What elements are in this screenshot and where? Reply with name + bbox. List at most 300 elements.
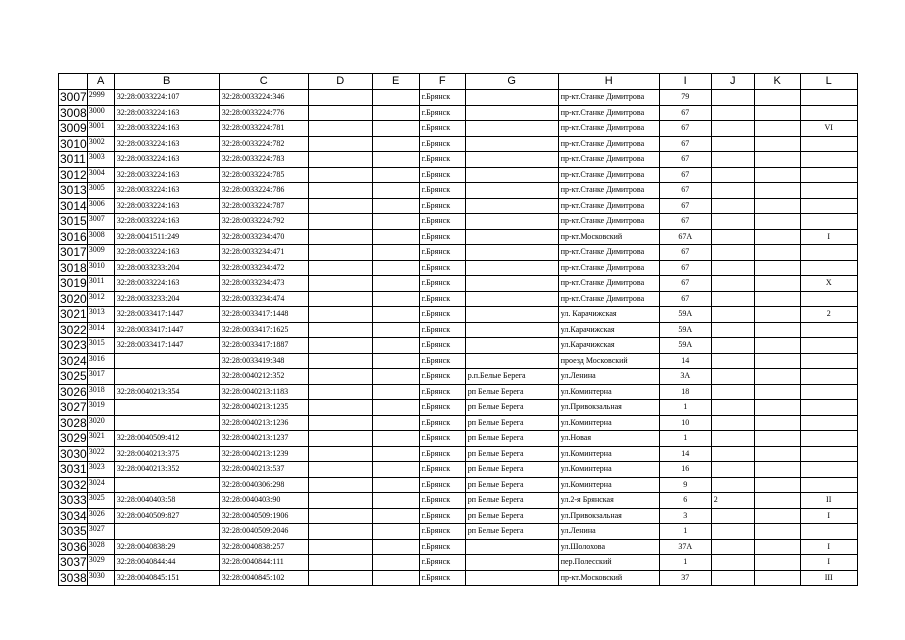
cell-a[interactable]: 3020 <box>87 415 114 431</box>
cell-j[interactable] <box>711 431 754 447</box>
cell-b[interactable]: 32:28:0033224:163 <box>114 105 219 121</box>
cell-f[interactable]: г.Брянск <box>419 198 465 214</box>
cell-b[interactable] <box>114 400 219 416</box>
cell-j[interactable] <box>711 322 754 338</box>
cell-c[interactable]: 32:28:0040213:1237 <box>219 431 308 447</box>
cell-a[interactable]: 3004 <box>87 167 114 183</box>
cell-b[interactable]: 32:28:0040838:29 <box>114 539 219 555</box>
cell-f[interactable]: г.Брянск <box>419 446 465 462</box>
cell-e[interactable] <box>372 508 419 524</box>
cell-l[interactable] <box>800 338 857 354</box>
cell-j[interactable] <box>711 338 754 354</box>
cell-d[interactable] <box>308 183 372 199</box>
cell-i[interactable]: 59А <box>659 322 711 338</box>
cell-a[interactable]: 3024 <box>87 477 114 493</box>
cell-l[interactable] <box>800 524 857 540</box>
cell-i[interactable]: 18 <box>659 384 711 400</box>
cell-g[interactable]: рп Белые Берега <box>465 400 558 416</box>
cell-i[interactable]: 1 <box>659 555 711 571</box>
cell-j[interactable] <box>711 198 754 214</box>
cell-h[interactable]: ул.Коминтерна <box>558 446 659 462</box>
cell-l[interactable]: VI <box>800 121 857 137</box>
row-number[interactable]: 3030 <box>60 446 87 461</box>
cell-c[interactable]: 32:28:0040213:537 <box>219 462 308 478</box>
cell-d[interactable] <box>308 260 372 276</box>
cell-h[interactable]: пр-кт.Московский <box>558 229 659 245</box>
cell-i[interactable]: 3А <box>659 369 711 385</box>
cell-i[interactable]: 67 <box>659 167 711 183</box>
cell-k[interactable] <box>754 524 800 540</box>
cell-f[interactable]: г.Брянск <box>419 400 465 416</box>
cell-i[interactable]: 67 <box>659 136 711 152</box>
cell-g[interactable] <box>465 353 558 369</box>
cell-b[interactable]: 32:28:0041511:249 <box>114 229 219 245</box>
cell-f[interactable]: г.Брянск <box>419 245 465 261</box>
cell-b[interactable] <box>114 369 219 385</box>
cell-k[interactable] <box>754 136 800 152</box>
cell-h[interactable]: пр-кт.Станке Димитрова <box>558 291 659 307</box>
cell-h[interactable]: пр-кт.Станке Димитрова <box>558 260 659 276</box>
cell-l[interactable] <box>800 415 857 431</box>
cell-i[interactable]: 67 <box>659 260 711 276</box>
cell-b[interactable]: 32:28:0040844:44 <box>114 555 219 571</box>
cell-c[interactable]: 32:28:0033224:787 <box>219 198 308 214</box>
cell-e[interactable] <box>372 291 419 307</box>
cell-e[interactable] <box>372 431 419 447</box>
cell-g[interactable] <box>465 90 558 106</box>
cell-b[interactable]: 32:28:0040509:827 <box>114 508 219 524</box>
cell-l[interactable]: II <box>800 493 857 509</box>
cell-e[interactable] <box>372 539 419 555</box>
cell-h[interactable]: пр-кт.Станке Димитрова <box>558 276 659 292</box>
cell-a[interactable]: 3019 <box>87 400 114 416</box>
cell-e[interactable] <box>372 400 419 416</box>
cell-c[interactable]: 32:28:0040306:298 <box>219 477 308 493</box>
cell-c[interactable]: 32:28:0033234:474 <box>219 291 308 307</box>
cell-c[interactable]: 32:28:0033224:785 <box>219 167 308 183</box>
cell-l[interactable] <box>800 136 857 152</box>
cell-e[interactable] <box>372 198 419 214</box>
cell-b[interactable] <box>114 477 219 493</box>
row-number[interactable]: 3017 <box>60 245 87 259</box>
cell-j[interactable] <box>711 353 754 369</box>
cell-g[interactable] <box>465 260 558 276</box>
cell-c[interactable]: 32:28:0033234:470 <box>219 229 308 245</box>
cell-d[interactable] <box>308 477 372 493</box>
cell-g[interactable]: рп Белые Берега <box>465 431 558 447</box>
row-number[interactable]: 3015 <box>60 214 87 228</box>
cell-h[interactable]: ул.Шолохова <box>558 539 659 555</box>
row-number[interactable]: 3023 <box>60 338 87 352</box>
cell-i[interactable]: 67 <box>659 121 711 137</box>
cell-j[interactable] <box>711 260 754 276</box>
corner-header-cell[interactable] <box>59 74 88 90</box>
cell-c[interactable]: 32:28:0040844:111 <box>219 555 308 571</box>
cell-j[interactable] <box>711 539 754 555</box>
cell-f[interactable]: г.Брянск <box>419 214 465 230</box>
cell-c[interactable]: 32:28:0040213:1235 <box>219 400 308 416</box>
cell-c[interactable]: 32:28:0040403:90 <box>219 493 308 509</box>
cell-i[interactable]: 14 <box>659 446 711 462</box>
cell-h[interactable]: ул.Коминтерна <box>558 477 659 493</box>
cell-i[interactable]: 1 <box>659 524 711 540</box>
cell-f[interactable]: г.Брянск <box>419 307 465 323</box>
cell-l[interactable]: 2 <box>800 307 857 323</box>
row-number[interactable]: 3029 <box>60 431 87 445</box>
cell-a[interactable]: 3014 <box>87 322 114 338</box>
cell-b[interactable]: 32:28:0033417:1447 <box>114 322 219 338</box>
cell-j[interactable] <box>711 214 754 230</box>
cell-h[interactable]: ул.Карачижская <box>558 322 659 338</box>
cell-l[interactable] <box>800 291 857 307</box>
cell-i[interactable]: 67А <box>659 229 711 245</box>
cell-l[interactable] <box>800 105 857 121</box>
cell-d[interactable] <box>308 446 372 462</box>
cell-a[interactable]: 3018 <box>87 384 114 400</box>
cell-f[interactable]: г.Брянск <box>419 291 465 307</box>
cell-b[interactable]: 32:28:0033224:163 <box>114 136 219 152</box>
cell-c[interactable]: 32:28:0033234:473 <box>219 276 308 292</box>
cell-k[interactable] <box>754 493 800 509</box>
row-number[interactable]: 3020 <box>60 291 87 306</box>
cell-k[interactable] <box>754 446 800 462</box>
cell-b[interactable]: 32:28:0040403:58 <box>114 493 219 509</box>
cell-i[interactable]: 59А <box>659 338 711 354</box>
cell-e[interactable] <box>372 214 419 230</box>
row-number[interactable]: 3016 <box>60 229 87 244</box>
cell-g[interactable]: рп Белые Берега <box>465 384 558 400</box>
cell-b[interactable]: 32:28:0033224:163 <box>114 276 219 292</box>
cell-b[interactable]: 32:28:0033224:163 <box>114 121 219 137</box>
cell-g[interactable]: рп Белые Берега <box>465 462 558 478</box>
cell-e[interactable] <box>372 555 419 571</box>
cell-f[interactable]: г.Брянск <box>419 570 465 586</box>
cell-l[interactable] <box>800 353 857 369</box>
cell-c[interactable]: 32:28:0033419:348 <box>219 353 308 369</box>
cell-c[interactable]: 32:28:0040845:102 <box>219 570 308 586</box>
cell-l[interactable]: I <box>800 539 857 555</box>
cell-h[interactable]: пр-кт.Станке Димитрова <box>558 183 659 199</box>
cell-g[interactable] <box>465 555 558 571</box>
cell-b[interactable]: 32:28:0033224:163 <box>114 198 219 214</box>
cell-d[interactable] <box>308 105 372 121</box>
row-number[interactable]: 3009 <box>60 121 87 135</box>
row-number[interactable]: 3013 <box>60 183 87 197</box>
cell-b[interactable]: 32:28:0040213:375 <box>114 446 219 462</box>
cell-j[interactable] <box>711 369 754 385</box>
cell-d[interactable] <box>308 493 372 509</box>
cell-g[interactable] <box>465 121 558 137</box>
row-number[interactable]: 3037 <box>60 555 87 569</box>
cell-k[interactable] <box>754 477 800 493</box>
row-number[interactable]: 3010 <box>60 136 87 151</box>
cell-g[interactable] <box>465 229 558 245</box>
cell-i[interactable]: 6 <box>659 493 711 509</box>
cell-k[interactable] <box>754 431 800 447</box>
cell-a[interactable]: 3003 <box>87 152 114 168</box>
cell-c[interactable]: 32:28:0033224:776 <box>219 105 308 121</box>
cell-f[interactable]: г.Брянск <box>419 322 465 338</box>
cell-h[interactable]: пр-кт.Станке Димитрова <box>558 167 659 183</box>
cell-g[interactable]: рп Белые Берега <box>465 477 558 493</box>
cell-c[interactable]: 32:28:0033224:346 <box>219 90 308 106</box>
cell-f[interactable]: г.Брянск <box>419 229 465 245</box>
cell-i[interactable]: 10 <box>659 415 711 431</box>
cell-c[interactable]: 32:28:0033234:472 <box>219 260 308 276</box>
cell-h[interactable]: пр-кт.Станке Димитрова <box>558 90 659 106</box>
cell-j[interactable] <box>711 555 754 571</box>
cell-a[interactable]: 3025 <box>87 493 114 509</box>
cell-l[interactable] <box>800 90 857 106</box>
cell-e[interactable] <box>372 136 419 152</box>
cell-d[interactable] <box>308 322 372 338</box>
cell-a[interactable]: 3012 <box>87 291 114 307</box>
cell-j[interactable] <box>711 105 754 121</box>
cell-a[interactable]: 3009 <box>87 245 114 261</box>
cell-l[interactable] <box>800 322 857 338</box>
cell-a[interactable]: 3011 <box>87 276 114 292</box>
cell-j[interactable] <box>711 183 754 199</box>
cell-g[interactable] <box>465 198 558 214</box>
cell-d[interactable] <box>308 539 372 555</box>
row-number[interactable]: 3033 <box>60 493 87 507</box>
cell-f[interactable]: г.Брянск <box>419 524 465 540</box>
cell-g[interactable] <box>465 152 558 168</box>
cell-j[interactable]: 2 <box>711 493 754 509</box>
cell-k[interactable] <box>754 276 800 292</box>
row-number[interactable]: 3031 <box>60 462 87 476</box>
cell-k[interactable] <box>754 167 800 183</box>
cell-h[interactable]: ул.Ленина <box>558 369 659 385</box>
cell-c[interactable]: 32:28:0033417:1887 <box>219 338 308 354</box>
cell-b[interactable]: 32:28:0033224:163 <box>114 167 219 183</box>
cell-e[interactable] <box>372 384 419 400</box>
cell-h[interactable]: пр-кт.Станке Димитрова <box>558 198 659 214</box>
cell-c[interactable]: 32:28:0040509:2046 <box>219 524 308 540</box>
cell-j[interactable] <box>711 136 754 152</box>
row-number[interactable]: 3012 <box>60 167 87 182</box>
cell-i[interactable]: 14 <box>659 353 711 369</box>
cell-h[interactable]: пр-кт.Станке Димитрова <box>558 105 659 121</box>
column-header-c[interactable]: C <box>219 74 308 90</box>
row-number[interactable]: 3026 <box>60 384 87 399</box>
cell-a[interactable]: 3008 <box>87 229 114 245</box>
cell-f[interactable]: г.Брянск <box>419 260 465 276</box>
row-number[interactable]: 3014 <box>60 198 87 213</box>
cell-j[interactable] <box>711 415 754 431</box>
cell-k[interactable] <box>754 245 800 261</box>
cell-k[interactable] <box>754 462 800 478</box>
cell-d[interactable] <box>308 214 372 230</box>
cell-i[interactable]: 1 <box>659 400 711 416</box>
cell-e[interactable] <box>372 152 419 168</box>
row-number[interactable]: 3019 <box>60 276 87 290</box>
cell-e[interactable] <box>372 322 419 338</box>
cell-f[interactable]: г.Брянск <box>419 415 465 431</box>
cell-b[interactable] <box>114 415 219 431</box>
cell-k[interactable] <box>754 555 800 571</box>
cell-d[interactable] <box>308 400 372 416</box>
cell-i[interactable]: 67 <box>659 245 711 261</box>
cell-d[interactable] <box>308 276 372 292</box>
cell-e[interactable] <box>372 90 419 106</box>
cell-g[interactable]: рп Белые Берега <box>465 508 558 524</box>
cell-i[interactable]: 67 <box>659 291 711 307</box>
cell-h[interactable]: пер.Полесский <box>558 555 659 571</box>
cell-a[interactable]: 3016 <box>87 353 114 369</box>
column-header-j[interactable]: J <box>711 74 754 90</box>
cell-j[interactable] <box>711 307 754 323</box>
cell-b[interactable]: 32:28:0040213:354 <box>114 384 219 400</box>
cell-j[interactable] <box>711 121 754 137</box>
cell-a[interactable]: 3026 <box>87 508 114 524</box>
cell-i[interactable]: 1 <box>659 431 711 447</box>
cell-k[interactable] <box>754 152 800 168</box>
cell-k[interactable] <box>754 105 800 121</box>
cell-e[interactable] <box>372 307 419 323</box>
cell-h[interactable]: ул.Привокзальная <box>558 400 659 416</box>
cell-c[interactable]: 32:28:0040213:1239 <box>219 446 308 462</box>
cell-e[interactable] <box>372 570 419 586</box>
cell-f[interactable]: г.Брянск <box>419 167 465 183</box>
cell-e[interactable] <box>372 105 419 121</box>
cell-g[interactable] <box>465 167 558 183</box>
cell-d[interactable] <box>308 198 372 214</box>
cell-b[interactable]: 32:28:0033224:163 <box>114 183 219 199</box>
cell-a[interactable]: 3015 <box>87 338 114 354</box>
cell-i[interactable]: 67 <box>659 276 711 292</box>
cell-i[interactable]: 79 <box>659 90 711 106</box>
cell-b[interactable]: 32:28:0033224:163 <box>114 245 219 261</box>
cell-k[interactable] <box>754 570 800 586</box>
cell-f[interactable]: г.Брянск <box>419 477 465 493</box>
cell-f[interactable]: г.Брянск <box>419 555 465 571</box>
cell-a[interactable]: 3001 <box>87 121 114 137</box>
cell-e[interactable] <box>372 183 419 199</box>
row-number[interactable]: 3022 <box>60 322 87 337</box>
cell-g[interactable]: рп Белые Берега <box>465 415 558 431</box>
row-number[interactable]: 3007 <box>60 90 87 104</box>
cell-c[interactable]: 32:28:0033224:786 <box>219 183 308 199</box>
cell-b[interactable]: 32:28:0040845:151 <box>114 570 219 586</box>
cell-g[interactable]: рп Белые Берега <box>465 493 558 509</box>
cell-d[interactable] <box>308 307 372 323</box>
cell-a[interactable]: 3023 <box>87 462 114 478</box>
cell-h[interactable]: ул.Коминтерна <box>558 415 659 431</box>
cell-e[interactable] <box>372 167 419 183</box>
cell-a[interactable]: 3022 <box>87 446 114 462</box>
cell-h[interactable]: пр-кт.Станке Димитрова <box>558 245 659 261</box>
cell-l[interactable] <box>800 167 857 183</box>
cell-k[interactable] <box>754 400 800 416</box>
cell-e[interactable] <box>372 276 419 292</box>
row-number[interactable]: 3021 <box>60 307 87 321</box>
cell-h[interactable]: пр-кт.Станке Димитрова <box>558 121 659 137</box>
cell-j[interactable] <box>711 524 754 540</box>
cell-d[interactable] <box>308 152 372 168</box>
cell-g[interactable] <box>465 570 558 586</box>
cell-j[interactable] <box>711 90 754 106</box>
cell-l[interactable] <box>800 446 857 462</box>
cell-l[interactable] <box>800 183 857 199</box>
row-number[interactable]: 3008 <box>60 105 87 120</box>
cell-e[interactable] <box>372 446 419 462</box>
column-header-i[interactable]: I <box>659 74 711 90</box>
cell-g[interactable]: рп Белые Берега <box>465 446 558 462</box>
cell-a[interactable]: 3017 <box>87 369 114 385</box>
cell-k[interactable] <box>754 198 800 214</box>
cell-g[interactable] <box>465 539 558 555</box>
cell-l[interactable]: X <box>800 276 857 292</box>
cell-e[interactable] <box>372 477 419 493</box>
column-header-l[interactable]: L <box>800 74 857 90</box>
cell-a[interactable]: 3005 <box>87 183 114 199</box>
cell-d[interactable] <box>308 353 372 369</box>
column-header-k[interactable]: K <box>754 74 800 90</box>
cell-b[interactable] <box>114 353 219 369</box>
cell-i[interactable]: 59А <box>659 307 711 323</box>
cell-f[interactable]: г.Брянск <box>419 431 465 447</box>
cell-c[interactable]: 32:28:0040212:352 <box>219 369 308 385</box>
cell-a[interactable]: 3029 <box>87 555 114 571</box>
cell-b[interactable]: 32:28:0033233:204 <box>114 260 219 276</box>
row-number[interactable]: 3027 <box>60 400 87 414</box>
cell-f[interactable]: г.Брянск <box>419 136 465 152</box>
cell-k[interactable] <box>754 415 800 431</box>
row-number[interactable]: 3018 <box>60 260 87 275</box>
cell-d[interactable] <box>308 90 372 106</box>
cell-g[interactable] <box>465 183 558 199</box>
cell-j[interactable] <box>711 570 754 586</box>
cell-l[interactable]: III <box>800 570 857 586</box>
cell-h[interactable]: пр-кт.Станке Димитрова <box>558 152 659 168</box>
cell-e[interactable] <box>372 415 419 431</box>
cell-e[interactable] <box>372 353 419 369</box>
row-number[interactable]: 3032 <box>60 477 87 492</box>
row-number[interactable]: 3036 <box>60 539 87 554</box>
cell-f[interactable]: г.Брянск <box>419 353 465 369</box>
cell-f[interactable]: г.Брянск <box>419 539 465 555</box>
cell-f[interactable]: г.Брянск <box>419 105 465 121</box>
column-header-b[interactable]: B <box>114 74 219 90</box>
cell-b[interactable]: 32:28:0033224:163 <box>114 152 219 168</box>
cell-a[interactable]: 3010 <box>87 260 114 276</box>
cell-b[interactable]: 32:28:0033224:163 <box>114 214 219 230</box>
cell-g[interactable] <box>465 307 558 323</box>
cell-h[interactable]: пр-кт.Станке Димитрова <box>558 214 659 230</box>
cell-i[interactable]: 67 <box>659 152 711 168</box>
cell-j[interactable] <box>711 276 754 292</box>
cell-k[interactable] <box>754 121 800 137</box>
row-number[interactable]: 3035 <box>60 524 87 538</box>
cell-l[interactable] <box>800 152 857 168</box>
cell-l[interactable]: I <box>800 555 857 571</box>
cell-a[interactable]: 3000 <box>87 105 114 121</box>
cell-a[interactable]: 3028 <box>87 539 114 555</box>
cell-f[interactable]: г.Брянск <box>419 493 465 509</box>
cell-a[interactable]: 3006 <box>87 198 114 214</box>
cell-f[interactable]: г.Брянск <box>419 121 465 137</box>
cell-g[interactable] <box>465 214 558 230</box>
cell-h[interactable]: ул.Карачижская <box>558 338 659 354</box>
column-header-e[interactable]: E <box>372 74 419 90</box>
cell-j[interactable] <box>711 245 754 261</box>
cell-a[interactable]: 2999 <box>87 90 114 106</box>
cell-k[interactable] <box>754 322 800 338</box>
cell-j[interactable] <box>711 167 754 183</box>
cell-k[interactable] <box>754 369 800 385</box>
cell-h[interactable]: ул.Привокзальная <box>558 508 659 524</box>
